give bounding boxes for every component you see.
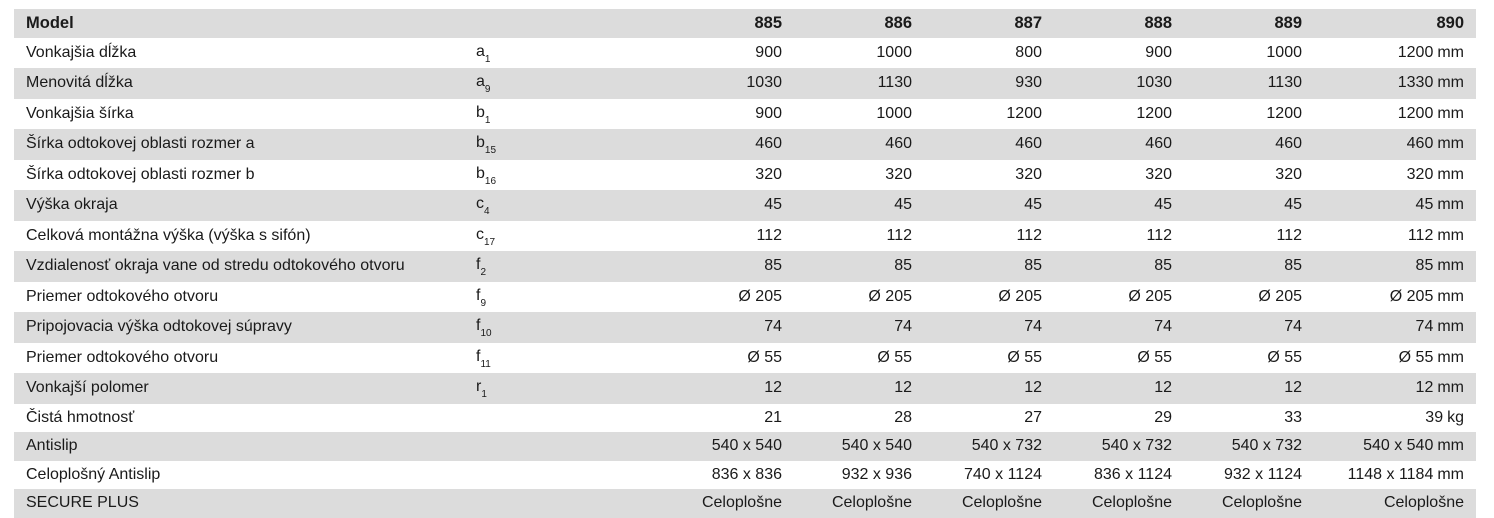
value-text: 836 x 836 bbox=[711, 465, 782, 483]
row-label: Čistá hmotnosť bbox=[26, 408, 135, 426]
value-text: 320 bbox=[755, 165, 782, 183]
table-row bbox=[14, 312, 1476, 343]
value-text: 1000 bbox=[876, 104, 912, 122]
row-symbol bbox=[476, 160, 586, 191]
unit-text: mm bbox=[1437, 135, 1464, 152]
value-text: 112 bbox=[1016, 226, 1042, 244]
value-text: 540 x 540 bbox=[711, 437, 782, 454]
symbol-subscript: 2 bbox=[480, 267, 487, 278]
row-value bbox=[1172, 129, 1302, 160]
row-value bbox=[1042, 432, 1172, 461]
value-text: 320 bbox=[1275, 165, 1302, 183]
row-value bbox=[782, 68, 912, 99]
row-value bbox=[1172, 404, 1302, 433]
row-value bbox=[1302, 160, 1476, 191]
value-text: Ø 55 bbox=[877, 348, 912, 366]
value-text: Celoplošne bbox=[701, 494, 782, 511]
row-value bbox=[1042, 251, 1172, 282]
row-value bbox=[1042, 221, 1172, 252]
row-symbol bbox=[476, 251, 586, 282]
value-text: 460 bbox=[1015, 135, 1042, 152]
value-text: 932 x 1124 bbox=[1224, 465, 1302, 483]
row-label: Vzdialenosť okraja vane od stredu odtokového otvoru bbox=[14, 251, 476, 282]
row-symbol bbox=[476, 312, 586, 343]
value-text: 1200 bbox=[1397, 43, 1434, 61]
value-text: Celoplošne bbox=[1091, 494, 1172, 511]
row-symbol bbox=[476, 68, 586, 99]
value-text: Ø 205 bbox=[868, 287, 912, 305]
row-value bbox=[782, 251, 912, 282]
value-text: Ø 205 bbox=[1258, 287, 1302, 305]
unit-text: mm bbox=[1437, 437, 1464, 454]
row-value bbox=[1302, 404, 1476, 433]
header-model-label: Model bbox=[14, 9, 476, 38]
value-text: 74 bbox=[1154, 318, 1172, 335]
unit-text: mm bbox=[1437, 348, 1464, 366]
row-symbol bbox=[476, 221, 586, 252]
value-text: 320 bbox=[1015, 165, 1042, 183]
value-text: 85 bbox=[1284, 257, 1302, 274]
value-text: 112 bbox=[1407, 226, 1434, 244]
symbol-letter: c bbox=[476, 225, 484, 243]
row-value bbox=[1302, 282, 1476, 313]
value-text: 74 bbox=[1415, 318, 1434, 335]
symbol-letter: f bbox=[476, 347, 481, 365]
value-text: 740 x 1124 bbox=[964, 465, 1042, 483]
row-value bbox=[912, 160, 1042, 191]
row-value bbox=[912, 343, 1042, 374]
row-value bbox=[1172, 312, 1302, 343]
row-symbol bbox=[476, 404, 586, 433]
row-value bbox=[782, 312, 912, 343]
row-value bbox=[1302, 190, 1476, 221]
row-value bbox=[912, 461, 1042, 490]
row-value bbox=[912, 190, 1042, 221]
row-value bbox=[782, 190, 912, 221]
row-value bbox=[912, 99, 1042, 130]
table-row bbox=[14, 129, 1476, 160]
row-symbol bbox=[476, 489, 586, 518]
row-symbol bbox=[476, 343, 586, 374]
unit-text: kg bbox=[1447, 408, 1464, 426]
row-symbol bbox=[476, 99, 586, 130]
value-text: 45 bbox=[1024, 196, 1042, 213]
row-value bbox=[1042, 190, 1172, 221]
value-text: 1330 bbox=[1397, 74, 1434, 91]
row-value bbox=[1302, 432, 1476, 461]
value-text: 460 bbox=[1145, 135, 1172, 152]
unit-text: mm bbox=[1437, 43, 1464, 61]
row-value bbox=[586, 343, 782, 374]
header-symbol-cell bbox=[476, 9, 586, 38]
row-value bbox=[782, 461, 912, 490]
row-label: Šírka odtokovej oblasti rozmer a bbox=[14, 129, 476, 160]
value-text: 540 x 732 bbox=[1231, 437, 1302, 454]
row-value bbox=[1042, 99, 1172, 130]
value-text: 540 x 540 bbox=[1363, 437, 1434, 454]
row-symbol bbox=[476, 38, 586, 69]
unit-text: mm bbox=[1437, 318, 1464, 335]
value-text: Ø 55 bbox=[747, 348, 782, 366]
value-text: 12 bbox=[1154, 379, 1172, 396]
row-value bbox=[912, 38, 1042, 69]
row-value bbox=[1172, 68, 1302, 99]
symbol-subscript: 4 bbox=[484, 206, 490, 217]
row-value bbox=[912, 282, 1042, 313]
symbol-letter: a bbox=[476, 73, 485, 90]
value-text: 21 bbox=[764, 408, 782, 426]
value-text: 900 bbox=[1145, 43, 1172, 61]
header-model-887: 887 bbox=[912, 9, 1042, 38]
value-text: 320 bbox=[885, 165, 912, 183]
row-label: Menovitá dĺžka bbox=[14, 68, 476, 99]
row-value bbox=[1172, 251, 1302, 282]
row-value bbox=[782, 160, 912, 191]
row-value bbox=[586, 221, 782, 252]
row-value bbox=[586, 282, 782, 313]
unit-text: mm bbox=[1437, 465, 1464, 483]
table-row bbox=[14, 68, 1476, 99]
value-text: 39 bbox=[1425, 408, 1444, 426]
value-text: 74 bbox=[1024, 318, 1042, 335]
value-text: 112 bbox=[756, 226, 782, 244]
row-symbol bbox=[476, 190, 586, 221]
unit-text: mm bbox=[1437, 165, 1464, 183]
value-text: Ø 205 bbox=[738, 287, 782, 305]
row-value bbox=[1172, 373, 1302, 404]
value-text: 45 bbox=[1284, 196, 1302, 213]
row-value bbox=[586, 38, 782, 69]
symbol-subscript: 1 bbox=[481, 389, 487, 400]
unit-text: mm bbox=[1437, 104, 1464, 122]
value-text: 29 bbox=[1154, 408, 1172, 426]
value-text: 320 bbox=[1145, 165, 1172, 183]
row-value bbox=[782, 343, 912, 374]
symbol-letter: b bbox=[476, 103, 485, 121]
value-text: 45 bbox=[1415, 196, 1434, 213]
symbol-subscript: 17 bbox=[484, 236, 496, 248]
symbol-subscript: 9 bbox=[480, 297, 487, 309]
row-value bbox=[912, 68, 1042, 99]
value-text: 900 bbox=[755, 43, 782, 61]
row-value bbox=[1302, 99, 1476, 130]
unit-text: mm bbox=[1437, 379, 1464, 396]
symbol-letter: b bbox=[476, 134, 485, 151]
row-value bbox=[782, 404, 912, 433]
row-value bbox=[586, 251, 782, 282]
row-value bbox=[1042, 282, 1172, 313]
value-text: 112 bbox=[1276, 226, 1302, 244]
value-text: 85 bbox=[764, 257, 782, 274]
row-value bbox=[782, 99, 912, 130]
spec-table-body bbox=[14, 38, 1476, 518]
row-value bbox=[912, 129, 1042, 160]
symbol-letter: r bbox=[476, 378, 482, 395]
spec-table bbox=[14, 9, 1476, 518]
value-text: Celoplošne bbox=[831, 494, 912, 511]
row-value bbox=[1302, 129, 1476, 160]
value-text: 800 bbox=[1015, 43, 1042, 61]
value-text: 85 bbox=[1415, 257, 1434, 274]
row-label: Priemer odtokového otvoru bbox=[26, 348, 219, 366]
header-model-885: 885 bbox=[586, 9, 782, 38]
row-symbol bbox=[476, 373, 586, 404]
value-text: 27 bbox=[1024, 408, 1042, 426]
value-text: 1200 bbox=[1266, 104, 1302, 122]
row-value bbox=[912, 373, 1042, 404]
row-value bbox=[1302, 251, 1476, 282]
table-row bbox=[14, 221, 1476, 252]
row-value bbox=[586, 461, 782, 490]
row-value bbox=[1172, 461, 1302, 490]
value-text: 1000 bbox=[1266, 43, 1302, 61]
row-value bbox=[586, 432, 782, 461]
row-value bbox=[782, 221, 912, 252]
row-value bbox=[782, 129, 912, 160]
row-label: Antislip bbox=[14, 432, 476, 461]
header-model-889: 889 bbox=[1172, 9, 1302, 38]
row-value bbox=[1302, 373, 1476, 404]
value-text: Ø 205 bbox=[1389, 287, 1434, 305]
value-text: 74 bbox=[1284, 318, 1302, 335]
symbol-letter: c bbox=[476, 195, 484, 212]
symbol-subscript: 11 bbox=[480, 358, 491, 370]
row-value bbox=[586, 160, 782, 191]
table-row bbox=[14, 282, 1476, 313]
unit-text: mm bbox=[1437, 74, 1464, 91]
value-text: 12 bbox=[764, 379, 782, 396]
value-text: 28 bbox=[894, 408, 912, 426]
table-row bbox=[14, 190, 1476, 221]
value-text: 932 x 936 bbox=[841, 465, 912, 483]
table-row bbox=[14, 432, 1476, 461]
value-text: 836 x 1124 bbox=[1094, 465, 1172, 483]
value-text: Ø 55 bbox=[1007, 348, 1042, 366]
row-label: Vonkajšia šírka bbox=[26, 104, 134, 122]
row-value bbox=[1042, 489, 1172, 518]
table-row bbox=[14, 404, 1476, 433]
symbol-subscript: 16 bbox=[484, 175, 497, 187]
unit-text: mm bbox=[1437, 257, 1464, 274]
value-text: Ø 205 bbox=[1128, 287, 1172, 305]
row-value bbox=[586, 99, 782, 130]
row-value bbox=[1042, 160, 1172, 191]
value-text: 45 bbox=[894, 196, 912, 213]
value-text: 74 bbox=[894, 318, 912, 335]
symbol-subscript: 10 bbox=[480, 328, 492, 339]
row-value bbox=[586, 312, 782, 343]
header-row bbox=[14, 9, 1476, 38]
value-text: 460 bbox=[1406, 135, 1434, 152]
row-value bbox=[1302, 343, 1476, 374]
value-text: 1130 bbox=[1267, 74, 1302, 91]
value-text: Celoplošne bbox=[1221, 494, 1302, 511]
row-value bbox=[1172, 38, 1302, 69]
row-value bbox=[1042, 312, 1172, 343]
value-text: 1030 bbox=[746, 74, 782, 91]
value-text: 460 bbox=[755, 135, 782, 152]
row-label: Výška okraja bbox=[14, 190, 476, 221]
value-text: 85 bbox=[894, 257, 912, 274]
value-text: 320 bbox=[1406, 165, 1434, 183]
symbol-subscript: 1 bbox=[484, 114, 491, 126]
row-symbol bbox=[476, 461, 586, 490]
row-label: Celoplošný Antislip bbox=[26, 465, 161, 483]
row-symbol bbox=[476, 282, 586, 313]
row-value bbox=[912, 251, 1042, 282]
table-row bbox=[14, 343, 1476, 374]
value-text: 45 bbox=[1154, 196, 1172, 213]
table-row bbox=[14, 99, 1476, 130]
value-text: Ø 55 bbox=[1267, 348, 1302, 366]
row-value bbox=[782, 282, 912, 313]
row-value bbox=[912, 489, 1042, 518]
value-text: 1130 bbox=[877, 74, 912, 91]
value-text: 1200 bbox=[1397, 104, 1434, 122]
unit-text: mm bbox=[1437, 226, 1464, 244]
row-value bbox=[912, 221, 1042, 252]
row-value bbox=[586, 129, 782, 160]
value-text: 112 bbox=[886, 226, 912, 244]
row-label: Šírka odtokovej oblasti rozmer b bbox=[26, 165, 255, 183]
row-value bbox=[586, 373, 782, 404]
header-model-888: 888 bbox=[1042, 9, 1172, 38]
row-value bbox=[1172, 190, 1302, 221]
row-value bbox=[782, 38, 912, 69]
value-text: Ø 55 bbox=[1398, 348, 1434, 366]
row-value bbox=[1042, 129, 1172, 160]
value-text: Ø 55 bbox=[1137, 348, 1172, 366]
symbol-subscript: 1 bbox=[484, 53, 491, 65]
value-text: 1148 x 1184 bbox=[1347, 465, 1434, 483]
table-row bbox=[14, 38, 1476, 69]
value-text: 74 bbox=[764, 318, 782, 335]
row-value bbox=[1172, 99, 1302, 130]
row-value bbox=[782, 373, 912, 404]
row-label: Vonkajšia dĺžka bbox=[26, 43, 137, 61]
value-text: Celoplošne bbox=[961, 494, 1042, 511]
value-text: 12 bbox=[1284, 379, 1302, 396]
value-text: 460 bbox=[1275, 135, 1302, 152]
symbol-subscript: 9 bbox=[484, 84, 491, 95]
unit-text: mm bbox=[1437, 196, 1464, 213]
unit-text: mm bbox=[1437, 287, 1464, 305]
row-label: SECURE PLUS bbox=[14, 489, 476, 518]
row-value bbox=[1172, 221, 1302, 252]
row-symbol bbox=[476, 129, 586, 160]
value-text: Ø 205 bbox=[998, 287, 1042, 305]
table-row bbox=[14, 160, 1476, 191]
symbol-letter: f bbox=[476, 256, 481, 273]
value-text: 460 bbox=[885, 135, 912, 152]
row-value bbox=[586, 404, 782, 433]
row-value bbox=[912, 404, 1042, 433]
symbol-letter: f bbox=[476, 317, 481, 334]
row-value bbox=[1302, 38, 1476, 69]
value-text: 540 x 540 bbox=[841, 437, 912, 454]
value-text: Celoplošne bbox=[1383, 494, 1464, 511]
row-value bbox=[586, 489, 782, 518]
row-value bbox=[1302, 68, 1476, 99]
row-value bbox=[912, 432, 1042, 461]
value-text: 12 bbox=[894, 379, 912, 396]
row-value bbox=[1042, 373, 1172, 404]
value-text: 45 bbox=[764, 196, 782, 213]
value-text: 33 bbox=[1284, 408, 1302, 426]
row-label: Pripojovacia výška odtokovej súpravy bbox=[14, 312, 476, 343]
table-row bbox=[14, 489, 1476, 518]
row-value bbox=[1302, 489, 1476, 518]
row-symbol bbox=[476, 432, 586, 461]
value-text: 540 x 732 bbox=[1101, 437, 1172, 454]
value-text: 112 bbox=[1146, 226, 1172, 244]
symbol-subscript: 15 bbox=[484, 145, 497, 156]
value-text: 85 bbox=[1154, 257, 1172, 274]
row-value bbox=[1042, 461, 1172, 490]
row-value bbox=[1172, 282, 1302, 313]
value-text: 1200 bbox=[1136, 104, 1172, 122]
row-value bbox=[912, 312, 1042, 343]
row-value bbox=[1172, 343, 1302, 374]
row-value bbox=[1172, 160, 1302, 191]
value-text: 12 bbox=[1024, 379, 1042, 396]
row-value bbox=[782, 432, 912, 461]
header-model-890: 890 bbox=[1302, 9, 1476, 38]
row-value bbox=[1042, 68, 1172, 99]
row-value bbox=[1302, 221, 1476, 252]
row-value bbox=[1042, 38, 1172, 69]
row-value bbox=[1302, 461, 1476, 490]
row-label: Priemer odtokového otvoru bbox=[26, 287, 219, 305]
row-label: Vonkajší polomer bbox=[14, 373, 476, 404]
row-value bbox=[1172, 489, 1302, 518]
header-model-886: 886 bbox=[782, 9, 912, 38]
row-value bbox=[586, 68, 782, 99]
symbol-letter: f bbox=[476, 286, 481, 304]
table-row bbox=[14, 251, 1476, 282]
value-text: 12 bbox=[1415, 379, 1434, 396]
value-text: 1030 bbox=[1136, 74, 1172, 91]
value-text: 85 bbox=[1024, 257, 1042, 274]
row-value bbox=[1042, 343, 1172, 374]
table-row bbox=[14, 373, 1476, 404]
row-value bbox=[586, 190, 782, 221]
row-value bbox=[1302, 312, 1476, 343]
row-value bbox=[782, 489, 912, 518]
row-label: Celková montážna výška (výška s sifón) bbox=[26, 226, 311, 244]
row-value bbox=[1042, 404, 1172, 433]
symbol-letter: a bbox=[476, 42, 485, 60]
value-text: 930 bbox=[1015, 74, 1042, 91]
symbol-letter: b bbox=[476, 164, 485, 182]
value-text: 900 bbox=[755, 104, 782, 122]
value-text: 1200 bbox=[1006, 104, 1042, 122]
value-text: 540 x 732 bbox=[971, 437, 1042, 454]
table-row bbox=[14, 461, 1476, 490]
row-value bbox=[1172, 432, 1302, 461]
value-text: 1000 bbox=[876, 43, 912, 61]
